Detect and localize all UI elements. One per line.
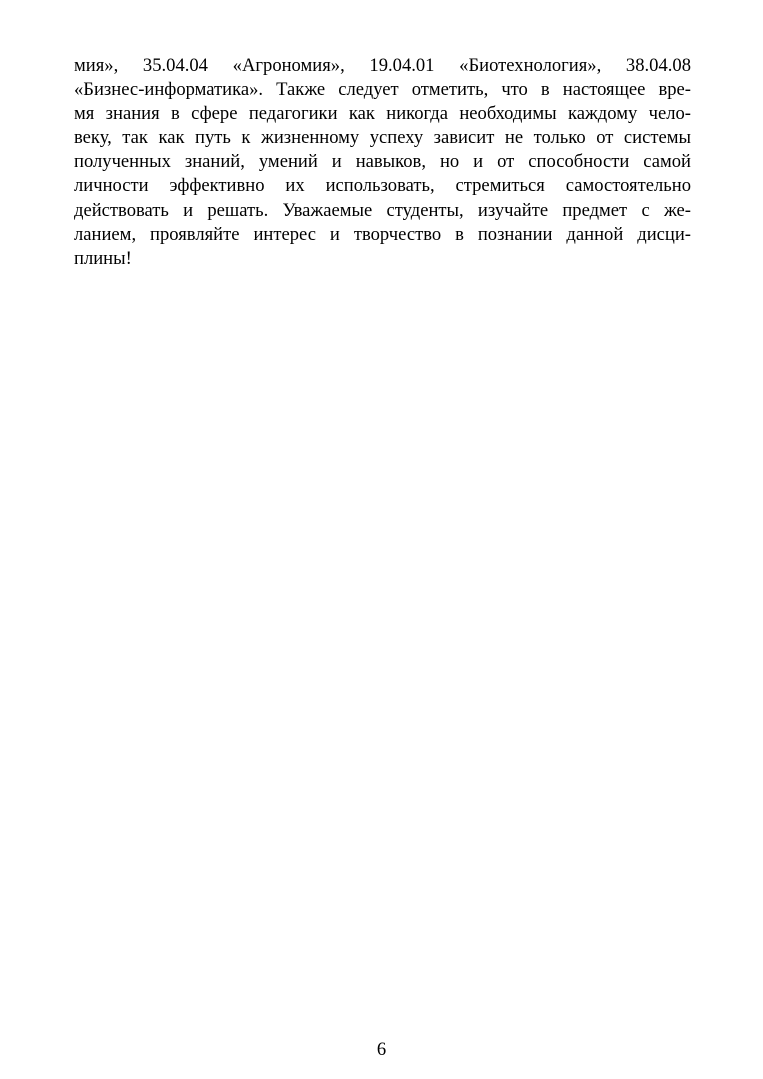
paragraph-line: личности эффективно их использовать, стремиться самостоятельно — [74, 175, 691, 197]
body-paragraph — [74, 54, 691, 271]
paragraph-line: ланием, проявляйте интерес и творчество в познании данной дисци- — [74, 223, 691, 245]
page-number: 6 — [376, 1039, 387, 1060]
paragraph-line: веку, так как путь к жизненному успеху зависит не только от системы — [74, 127, 691, 149]
paragraph-line: мия», 35.04.04 «Агрономия», 19.04.01 «Биотехнология», 38.04.08 — [74, 55, 691, 76]
paragraph-line: полученных знаний, умений и навыков, но и от способности самой — [74, 151, 691, 173]
paragraph-line: плины! — [74, 247, 132, 269]
paragraph-line: действовать и решать. Уважаемые студенты, изучайте предмет с же- — [74, 199, 691, 221]
paragraph-line: «Бизнес-информатика». Также следует отметить, что в настоящее вре- — [74, 79, 691, 101]
paragraph-line: мя знания в сфере педагогики как никогда необходимы каждому чело- — [74, 103, 691, 125]
